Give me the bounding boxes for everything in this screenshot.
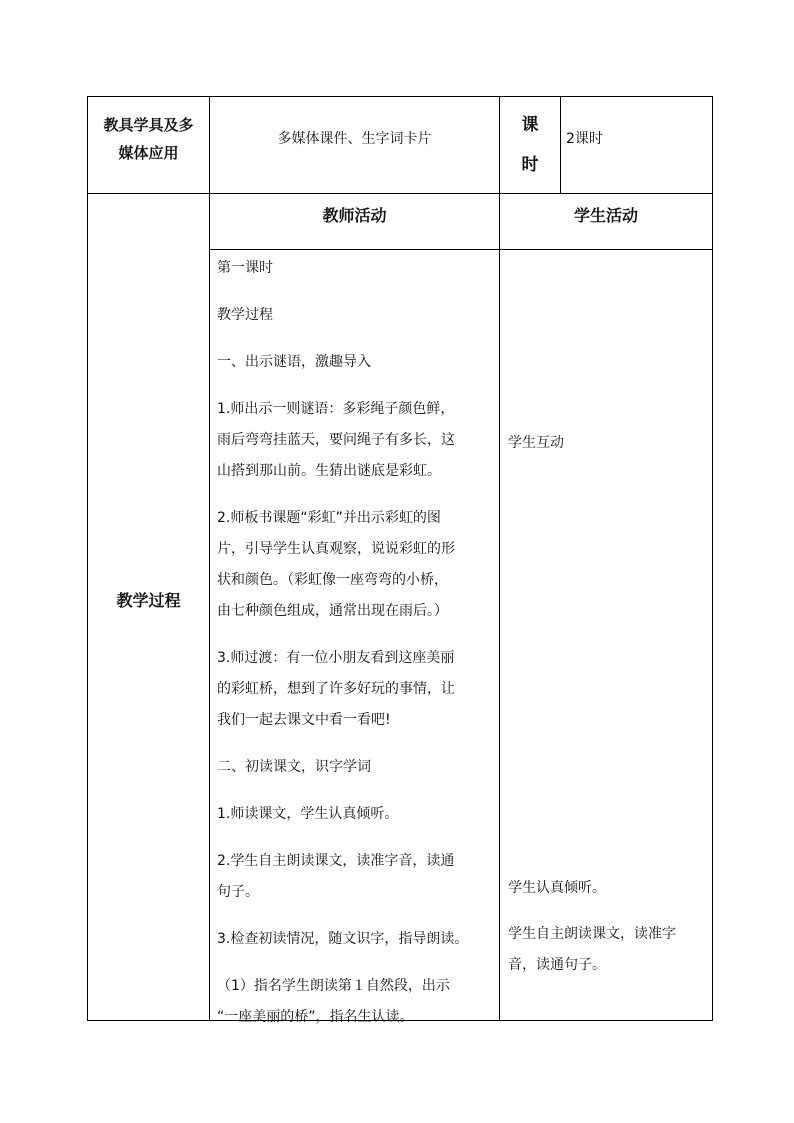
period-value: 2课时 [566,131,603,147]
section-heading: 一、出示谜语，激趣导入 [217,354,371,370]
paragraph: 3.检查初读情况，随文识字，指导朗读。 [217,931,469,947]
section-heading: 二、初读课文，识字学词 [217,759,371,775]
period-label: 课 时 [521,115,539,175]
student-note: 学生认真倾听。 [508,880,606,896]
process-label: 教学过程 [116,591,181,610]
col-divider-1 [209,97,210,1020]
student-note: 学生自主朗读课文，读准字 音，读通句子。 [508,926,676,973]
materials-label: 教具学具及多 媒体应用 [103,116,194,162]
student-note: 学生互动 [508,435,564,451]
lesson-plan-table [87,96,713,1025]
materials-value: 多媒体课件、生字词卡片 [277,131,432,147]
teacher-activity-heading: 教师活动 [322,206,387,225]
paragraph: （1）指名学生朗读第１自然段，出示 “一座美丽的桥”，指名生认读。 [217,978,450,1025]
paragraph: 2.学生自主朗读课文，读准字音，读通 句子。 [217,853,455,900]
col-divider-2 [499,97,500,1020]
section-heading: 教学过程 [217,307,273,323]
col-divider-3 [560,97,561,193]
student-activity-heading: 学生活动 [573,206,638,225]
lesson-period-title: 第一课时 [217,260,273,276]
teacher-activity-content [217,253,497,1033]
paragraph: 2.师板书课题“彩虹”并出示彩虹的图 片，引导学生认真观察，说说彩虹的形 状和颜色。（彩虹像一座弯弯的小桥， 由七种颜色组成，通常出现在雨后。） [217,510,455,619]
paragraph: 1.师出示一则谜语：多彩绳子颜色鲜， 雨后弯弯挂蓝天，要问绳子有多长，这 山搭到那山前。生猜出谜底是彩虹。 [217,401,455,479]
row-divider-2 [209,249,712,250]
row-divider-1 [88,193,712,194]
paragraph: 1.师读课文，学生认真倾听。 [217,806,399,822]
paragraph: 3.师过渡：有一位小朋友看到这座美丽 的彩虹桥，想到了许多好玩的事情，让 我们一起去课文中看一看吧! [217,650,455,728]
